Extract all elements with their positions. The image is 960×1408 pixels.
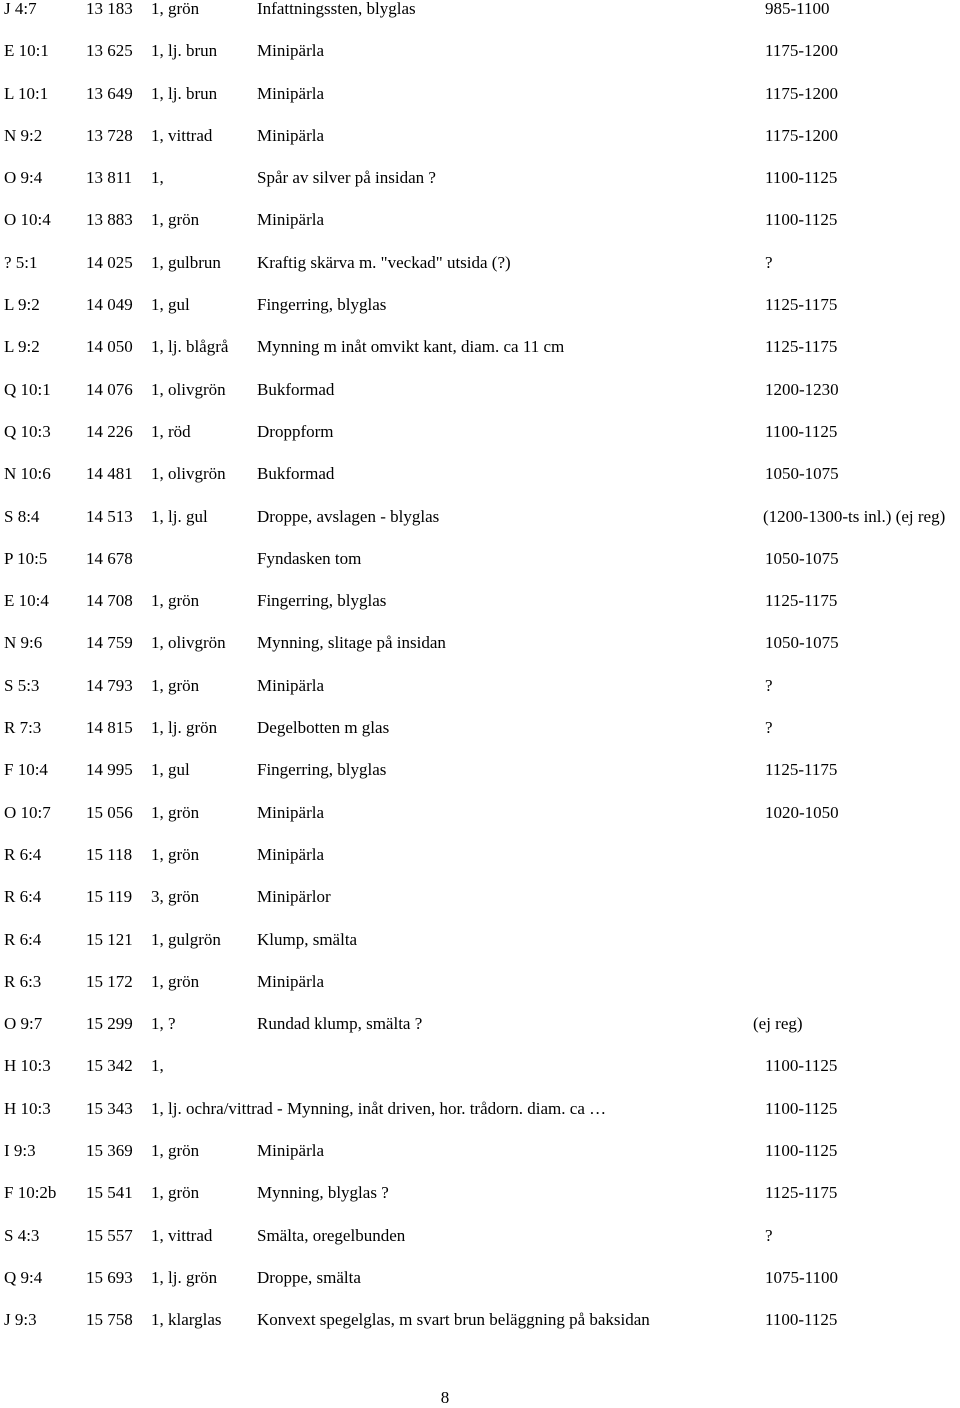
find-number-cell: 14 708	[86, 591, 133, 611]
table-row	[0, 42, 960, 84]
dating-cell: (ej reg)	[753, 1014, 803, 1034]
find-number-cell: 15 056	[86, 802, 133, 822]
find-number-cell: 15 342	[86, 1056, 133, 1076]
plot-cell: E 10:1	[4, 41, 49, 61]
table-row	[0, 381, 960, 423]
description-cell: Minipärla	[257, 675, 325, 695]
count-color-cell: 1, röd	[151, 421, 191, 441]
dating-cell: 1020-1050	[765, 802, 839, 822]
description-cell: Klump, smälta	[257, 929, 358, 949]
plot-cell: F 10:2b	[4, 1183, 57, 1203]
plot-cell: E 10:4	[4, 591, 49, 611]
find-number-cell: 14 793	[86, 675, 133, 695]
find-number-cell: 14 815	[86, 718, 133, 738]
table-row	[0, 1269, 960, 1311]
plot-cell: O 9:4	[4, 168, 43, 188]
find-number-cell: 14 995	[86, 760, 133, 780]
dating-cell: 1100-1125	[765, 210, 838, 230]
description-cell: Minipärla	[257, 1141, 325, 1161]
table-row	[0, 804, 960, 846]
plot-cell: S 8:4	[4, 506, 40, 526]
table-row	[0, 1311, 960, 1353]
count-color-cell: 1, grön	[151, 802, 200, 822]
find-number-cell: 13 811	[86, 168, 133, 188]
count-color-cell: 1, grön	[151, 675, 200, 695]
description-cell: Minipärla	[257, 41, 325, 61]
find-number-cell: 15 172	[86, 971, 133, 991]
count-color-cell: 1,	[151, 168, 164, 188]
table-row	[0, 338, 960, 380]
plot-cell: N 9:6	[4, 633, 43, 653]
table-row	[0, 85, 960, 127]
table-row	[0, 465, 960, 507]
table-row	[0, 846, 960, 888]
dating-cell: 1200-1230	[765, 379, 839, 399]
count-color-cell: 1, vittrad	[151, 125, 213, 145]
description-cell: Smälta, oregelbunden	[257, 1225, 406, 1245]
description-cell: Mynning m inåt omvikt kant, diam. ca 11 cm	[257, 337, 565, 357]
description-cell: Degelbotten m glas	[257, 718, 390, 738]
table-row	[0, 1057, 960, 1099]
description-cell: Droppform	[257, 421, 334, 441]
description-cell: Droppe, smälta	[257, 1267, 361, 1287]
find-number-cell: 14 226	[86, 421, 133, 441]
description-cell: Fingerring, blyglas	[257, 591, 387, 611]
plot-cell: F 10:4	[4, 760, 48, 780]
count-color-cell: 1, klarglas	[151, 1310, 222, 1330]
table-row	[0, 550, 960, 592]
table-row	[0, 719, 960, 761]
dating-cell: 1125-1175	[765, 337, 838, 357]
count-color-cell: 1, vittrad	[151, 1225, 213, 1245]
dating-cell: ?	[765, 252, 773, 272]
dating-cell: 1125-1175	[765, 760, 838, 780]
plot-cell: N 10:6	[4, 464, 51, 484]
table-row	[0, 127, 960, 169]
description-cell: Minipärlor	[257, 887, 331, 907]
plot-cell: I 9:3	[4, 1141, 36, 1161]
description-cell: Minipärla	[257, 802, 325, 822]
dating-cell: ?	[765, 675, 773, 695]
table-row	[0, 169, 960, 211]
dating-cell: (1200-1300-ts inl.) (ej reg)	[763, 506, 946, 526]
dating-cell: 1175-1200	[765, 125, 839, 145]
dating-cell: 1125-1175	[765, 1183, 838, 1203]
count-color-cell: 1, grön	[151, 971, 200, 991]
count-color-cell: 1, lj. blågrå	[151, 337, 229, 357]
table-row	[0, 508, 960, 550]
find-number-cell: 13 183	[86, 0, 133, 18]
find-number-cell: 14 025	[86, 252, 133, 272]
find-number-cell: 13 649	[86, 83, 133, 103]
description-cell: Fyndasken tom	[257, 548, 362, 568]
count-color-cell: 1, lj. brun	[151, 83, 218, 103]
dating-cell: 985-1100	[765, 0, 830, 18]
plot-cell: L 9:2	[4, 295, 40, 315]
count-color-cell: 1, lj. grön	[151, 718, 218, 738]
find-number-cell: 15 369	[86, 1141, 133, 1161]
description-cell: Konvext spegelglas, m svart brun beläggning på baksidan	[257, 1310, 650, 1330]
count-color-cell: 1, grön	[151, 210, 200, 230]
plot-cell: S 4:3	[4, 1225, 40, 1245]
description-cell: Mynning, blyglas ?	[257, 1183, 389, 1203]
table-row	[0, 973, 960, 1015]
plot-cell: R 6:3	[4, 971, 42, 991]
count-color-cell: 1,	[151, 1056, 164, 1076]
dating-cell: ?	[765, 1225, 773, 1245]
description-cell: Minipärla	[257, 83, 325, 103]
count-color-cell: 1, gulgrön	[151, 929, 221, 949]
dating-cell: 1100-1125	[765, 1056, 838, 1076]
plot-cell: R 6:4	[4, 929, 42, 949]
find-number-cell: 15 119	[86, 887, 133, 907]
table-row	[0, 1100, 960, 1142]
dating-cell: 1075-1100	[765, 1267, 839, 1287]
plot-cell: L 9:2	[4, 337, 40, 357]
dating-cell: 1125-1175	[765, 295, 838, 315]
find-number-cell: 13 728	[86, 125, 133, 145]
dating-cell: 1175-1200	[765, 41, 839, 61]
count-color-cell: 3, grön	[151, 887, 200, 907]
description-cell: Spår av silver på insidan ?	[257, 168, 436, 188]
table-row	[0, 1142, 960, 1184]
find-number-cell: 13 883	[86, 210, 133, 230]
table-row	[0, 1227, 960, 1269]
table-row	[0, 1015, 960, 1057]
page-number: 8	[440, 1388, 450, 1407]
plot-cell: Q 10:3	[4, 421, 51, 441]
dating-cell: 1100-1125	[765, 168, 838, 188]
description-cell: Rundad klump, smälta ?	[257, 1014, 423, 1034]
dating-cell: 1050-1075	[765, 548, 839, 568]
table-row	[0, 296, 960, 338]
count-color-cell: 1, grön	[151, 1141, 200, 1161]
count-color-cell: 1, lj. gul	[151, 506, 208, 526]
description-cell: Bukformad	[257, 379, 335, 399]
plot-cell: J 9:3	[4, 1310, 37, 1330]
find-number-cell: 14 759	[86, 633, 133, 653]
plot-cell: R 6:4	[4, 844, 42, 864]
plot-cell: ? 5:1	[4, 252, 38, 272]
plot-cell: H 10:3	[4, 1056, 51, 1076]
description-cell: Kraftig skärva m. "veckad" utsida (?)	[257, 252, 511, 272]
count-color-cell: 1, grön	[151, 844, 200, 864]
find-number-cell: 14 076	[86, 379, 133, 399]
plot-cell: O 9:7	[4, 1014, 43, 1034]
description-cell: Minipärla	[257, 125, 325, 145]
count-color-cell: 1, grön	[151, 1183, 200, 1203]
count-color-cell: 1, olivgrön	[151, 464, 226, 484]
plot-cell: N 9:2	[4, 125, 43, 145]
dating-cell: 1050-1075	[765, 633, 839, 653]
table-row	[0, 211, 960, 253]
dating-cell: 1050-1075	[765, 464, 839, 484]
find-number-cell: 14 513	[86, 506, 133, 526]
table-row	[0, 888, 960, 930]
description-cell: Minipärla	[257, 971, 325, 991]
dating-cell: 1100-1125	[765, 1098, 838, 1118]
description-cell: Fingerring, blyglas	[257, 295, 387, 315]
find-number-cell: 14 678	[86, 548, 133, 568]
table-row	[0, 634, 960, 676]
plot-cell: S 5:3	[4, 675, 40, 695]
dating-cell: ?	[765, 718, 773, 738]
dating-cell: 1125-1175	[765, 591, 838, 611]
plot-cell: J 4:7	[4, 0, 37, 18]
dating-cell: 1175-1200	[765, 83, 839, 103]
table-row	[0, 931, 960, 973]
description-cell: Fingerring, blyglas	[257, 760, 387, 780]
table-row	[0, 0, 960, 42]
dating-cell: 1100-1125	[765, 1310, 838, 1330]
count-color-cell: 1, lj. ochra/vittrad - Mynning, inåt driven, hor. trådorn. diam. ca …	[151, 1098, 607, 1118]
plot-cell: R 7:3	[4, 718, 42, 738]
find-number-cell: 15 758	[86, 1310, 133, 1330]
count-color-cell: 1, gul	[151, 295, 190, 315]
plot-cell: L 10:1	[4, 83, 49, 103]
find-number-cell: 15 693	[86, 1267, 133, 1287]
count-color-cell: 1, olivgrön	[151, 633, 226, 653]
description-cell: Droppe, avslagen - blyglas	[257, 506, 440, 526]
count-color-cell: 1, olivgrön	[151, 379, 226, 399]
table-row	[0, 592, 960, 634]
description-cell: Infattningssten, blyglas	[257, 0, 416, 18]
find-number-cell: 15 118	[86, 844, 133, 864]
count-color-cell: 1, gul	[151, 760, 190, 780]
dating-cell: 1100-1125	[765, 421, 838, 441]
find-number-cell: 15 557	[86, 1225, 133, 1245]
description-cell: Minipärla	[257, 210, 325, 230]
description-cell: Mynning, slitage på insidan	[257, 633, 446, 653]
count-color-cell: 1, grön	[151, 591, 200, 611]
count-color-cell: 1, grön	[151, 0, 200, 18]
table-row	[0, 254, 960, 296]
table-row	[0, 1184, 960, 1226]
find-number-cell: 15 541	[86, 1183, 133, 1203]
count-color-cell: 1, lj. grön	[151, 1267, 218, 1287]
find-number-cell: 14 049	[86, 295, 133, 315]
count-color-cell: 1, gulbrun	[151, 252, 221, 272]
description-cell: Minipärla	[257, 844, 325, 864]
plot-cell: H 10:3	[4, 1098, 51, 1118]
plot-cell: Q 10:1	[4, 379, 51, 399]
count-color-cell: 1, ?	[151, 1014, 176, 1034]
plot-cell: P 10:5	[4, 548, 48, 568]
plot-cell: O 10:4	[4, 210, 51, 230]
description-cell: Bukformad	[257, 464, 335, 484]
count-color-cell: 1, lj. brun	[151, 41, 218, 61]
find-number-cell: 15 121	[86, 929, 133, 949]
find-number-cell: 13 625	[86, 41, 133, 61]
find-number-cell: 14 481	[86, 464, 133, 484]
plot-cell: Q 9:4	[4, 1267, 43, 1287]
plot-cell: R 6:4	[4, 887, 42, 907]
table-row	[0, 677, 960, 719]
plot-cell: O 10:7	[4, 802, 51, 822]
table-row	[0, 423, 960, 465]
find-number-cell: 15 299	[86, 1014, 133, 1034]
dating-cell: 1100-1125	[765, 1141, 838, 1161]
find-number-cell: 14 050	[86, 337, 133, 357]
find-number-cell: 15 343	[86, 1098, 133, 1118]
table-row	[0, 761, 960, 803]
